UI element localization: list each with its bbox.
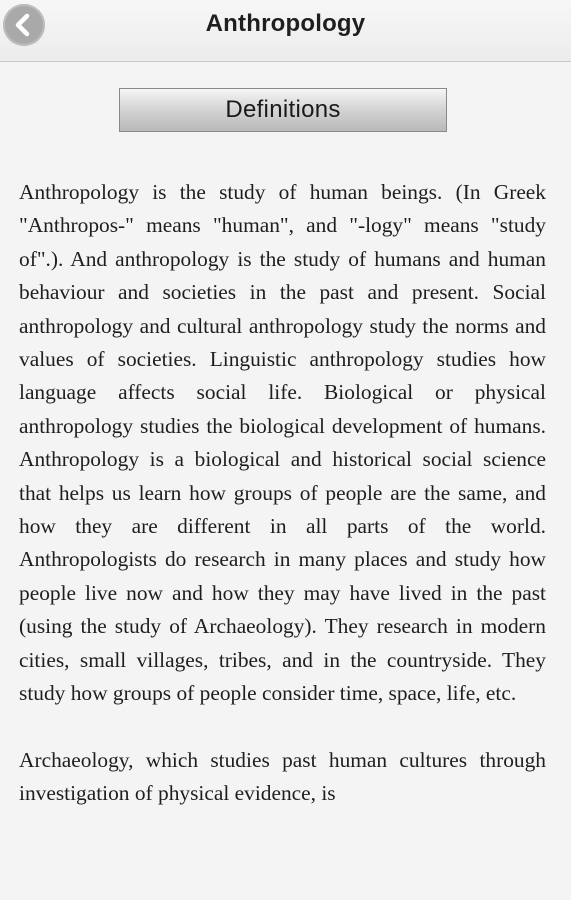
page-title: Anthropology [205,10,366,37]
article-body [19,176,546,843]
definitions-button[interactable]: Definitions [119,88,447,132]
article-paragraph: Anthropology is the study of human beings. (In Greek "Anthropos-" means "human", and "-logy" means "study of".). And anthropology is the study of humans and human behaviour and societies in the past and present. Social anthropology and cultural anthropology study the norms and values of societies. Linguistic anthropology studies how language affects social life. Biological or physical anthropology studies the biological development of humans. Anthropology is a biological and historical social science that helps us learn how groups of people are the same, and how they are different in all parts of the world. Anthropologists do research in many places and study how people live now and how they may have lived in the past (using the study of Archaeology). They research in modern cities, small villages, tribes, and in the countryside. They study how groups of people consider time, space, life, etc. [19,180,546,706]
app-header [0,0,571,62]
article-paragraph: Archaeology, which studies past human cultures through investigation of physical evidence, is [19,747,546,805]
content-area[interactable] [0,62,571,900]
